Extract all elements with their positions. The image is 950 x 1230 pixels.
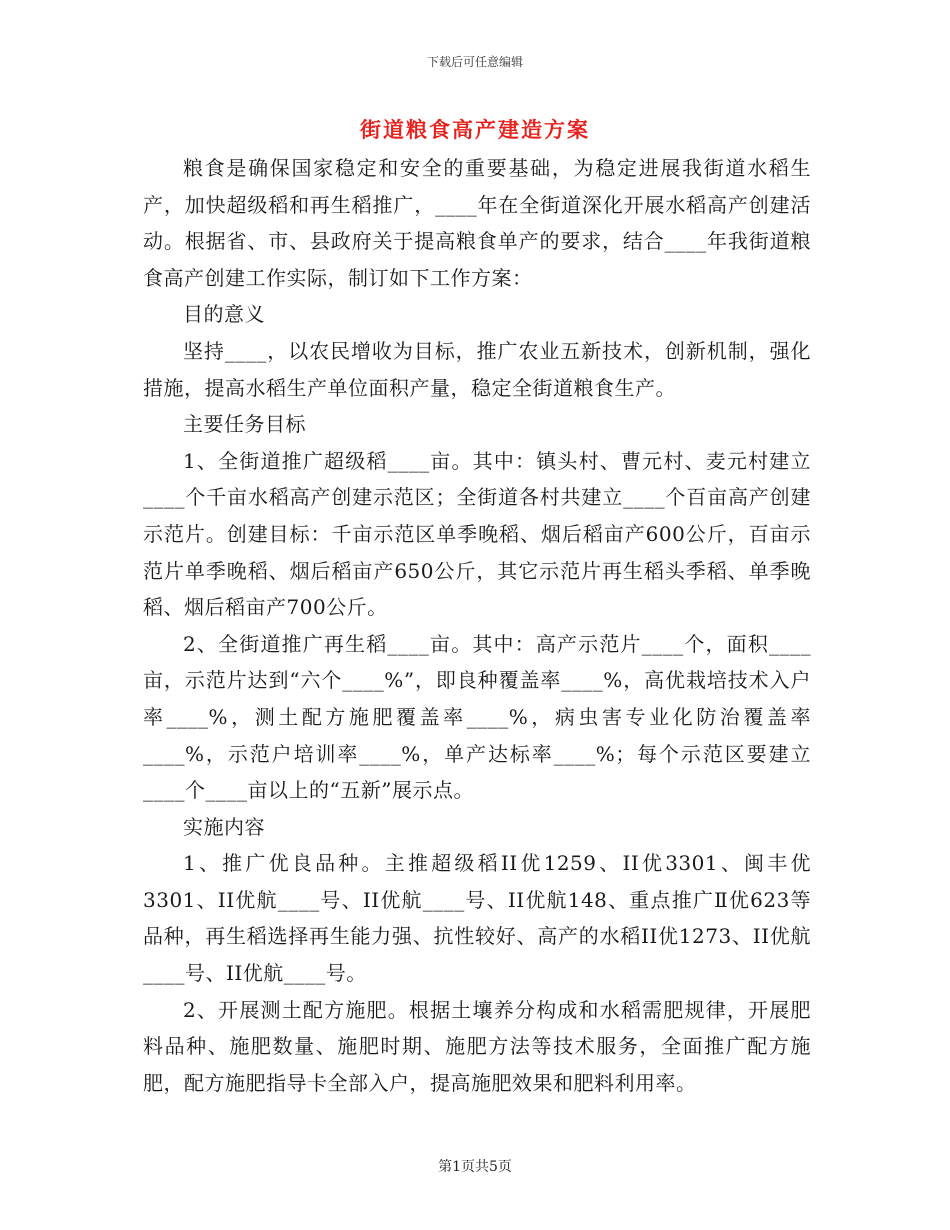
paragraph-task-1: 1、全街道推广超级稻____亩。其中：镇头村、曹元村、麦元村建立____个千亩水稻高产创建示范区；全街道各村共建立____个百亩高产创建示范片。创建目标：千亩示范区单季晚稻、烟后稻亩产600公斤，百亩示范片单季晚稻、烟后稻亩产650公斤，其它示范片再生稻头季稻、单季晚稻、烟后稻亩产700公斤。 [143, 448, 811, 620]
page-number: 第1页共5页 [438, 1159, 512, 1175]
paragraph-task-2: 2、全街道推广再生稻____亩。其中：高产示范片____个，面积____亩，示范片达到“六个____%”，即良种覆盖率____%，高优栽培技术入户率____%，测土配方施肥覆盖率____%，病虫害专业化防治覆盖率____%，示范户培训率____%，单产达标率____%；每个示范区要建立____个____亩以上的“五新”展示点。 [143, 631, 811, 803]
page-header-note: 下载后可任意编辑 [426, 55, 523, 69]
paragraph-implementation-2: 2、开展测土配方施肥。根据土壤养分构成和水稻需肥规律，开展肥料品种、施肥数量、施肥时期、施肥方法等技术服务，全面推广配方施肥，配方施肥指导卡全部入户，提高施肥效果和肥料利用率。 [143, 997, 811, 1095]
paragraph-intro: 粮食是确保国家稳定和安全的重要基础，为稳定进展我街道水稻生产，加快超级稻和再生稻推广，____年在全街道深化开展水稻高产创建活动。根据省、市、县政府关于提高粮食单产的要求，结合____年我街道粮食高产创建工作实际，制订如下工作方案： [143, 156, 811, 290]
section-heading-tasks: 主要任务目标 [183, 412, 306, 437]
document-body [143, 150, 811, 1101]
section-heading-implementation: 实施内容 [183, 814, 265, 839]
section-heading-purpose: 目的意义 [183, 302, 265, 327]
paragraph-purpose: 坚持____，以农民增收为目标，推广农业五新技术，创新机制，强化措施，提高水稻生产单位面积产量，稳定全街道粮食生产。 [143, 338, 811, 400]
paragraph-implementation-1: 1、推广优良品种。主推超级稻II优1259、II优3301、闽丰优3301、II优航____号、II优航____号、II优航148、重点推广Ⅱ优623等品种，再生稻选择再生能力强、抗性较好、高产的水稻II优1273、II优航____号、II优航____号。 [143, 851, 811, 986]
document-title: 街道粮食高产建造方案 [360, 117, 590, 142]
